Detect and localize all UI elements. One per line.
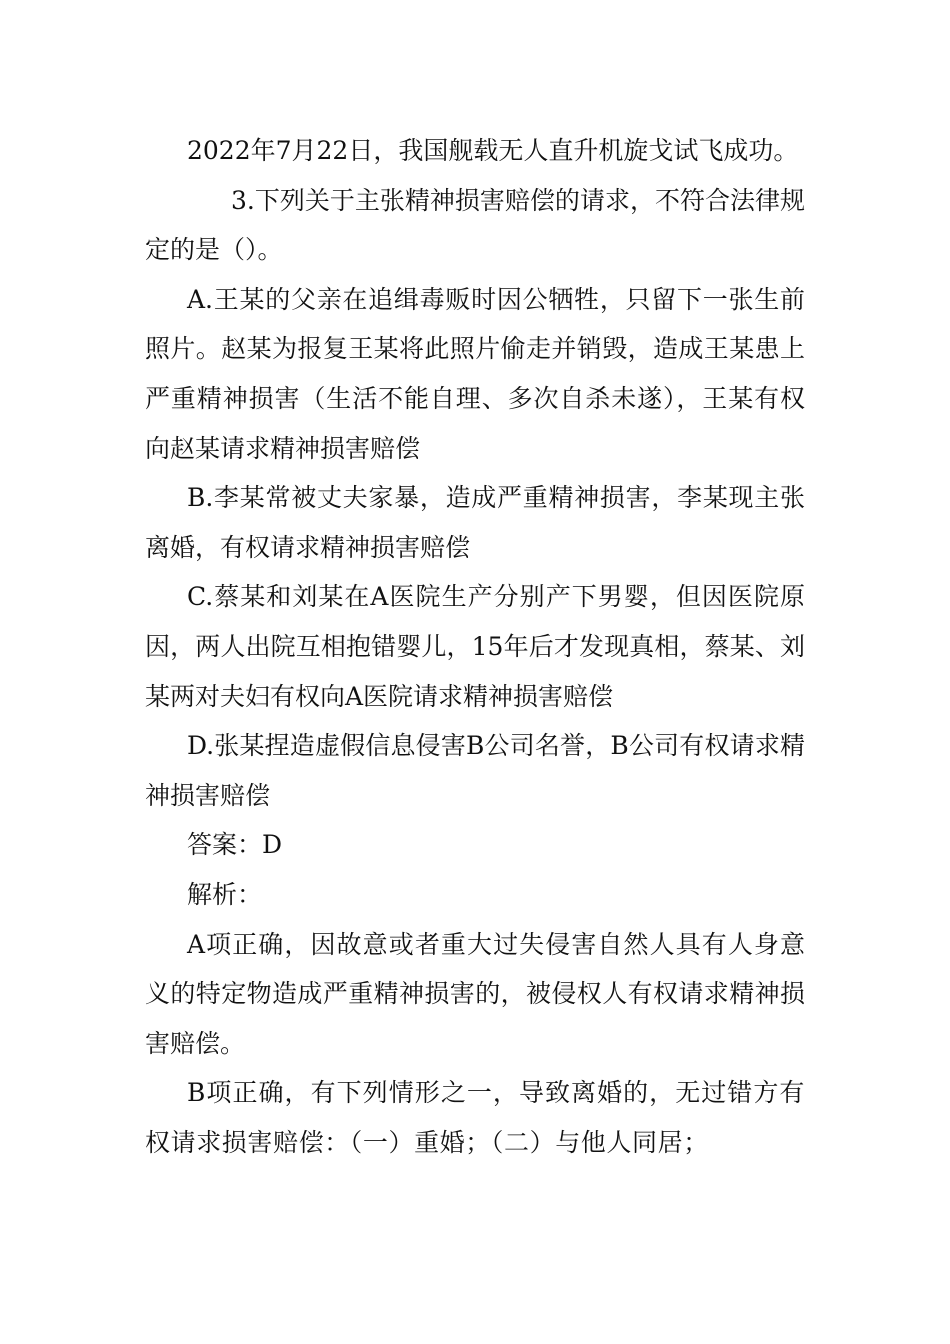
- answer-line: 答案：D: [187, 830, 283, 860]
- analysis-heading: 解析：: [187, 879, 263, 909]
- option-a: A.王某的父亲在追缉毒贩时因公牺牲，只留下一张生前照片。赵某为报复王某将此照片偷走并销毁，造成王某患上严重精神损害（生活不能自理、多次自杀未遂），王某有权向赵某请求精神损害赔偿: [145, 284, 805, 463]
- option-b: B.李某常被丈夫家暴，造成严重精神损害，李某现主张离婚，有权请求精神损害赔偿: [145, 483, 805, 562]
- option-d: D.张某捏造虚假信息侵害B公司名誉，B公司有权请求精神损害赔偿: [145, 731, 805, 810]
- document-body: [145, 126, 805, 1167]
- option-c: C.蔡某和刘某在A医院生产分别产下男婴，但因医院原因，两人出院互相抱错婴儿，15年后才发现真相，蔡某、刘某两对夫妇有权向A医院请求精神损害赔偿: [145, 582, 805, 711]
- analysis-b: B项正确，有下列情形之一，导致离婚的，无过错方有权请求损害赔偿：（一）重婚；（二）与他人同居；: [145, 1078, 805, 1157]
- question-stem: 3.下列关于主张精神损害赔偿的请求，不符合法律规定的是（）。: [145, 185, 805, 265]
- news-paragraph: 2022年7月22日，我国舰载无人直升机旋戈试飞成功。: [187, 136, 799, 165]
- analysis-a: A项正确，因故意或者重大过失侵害自然人具有人身意义的特定物造成严重精神损害的，被侵权人有权请求精神损害赔偿。: [145, 929, 805, 1058]
